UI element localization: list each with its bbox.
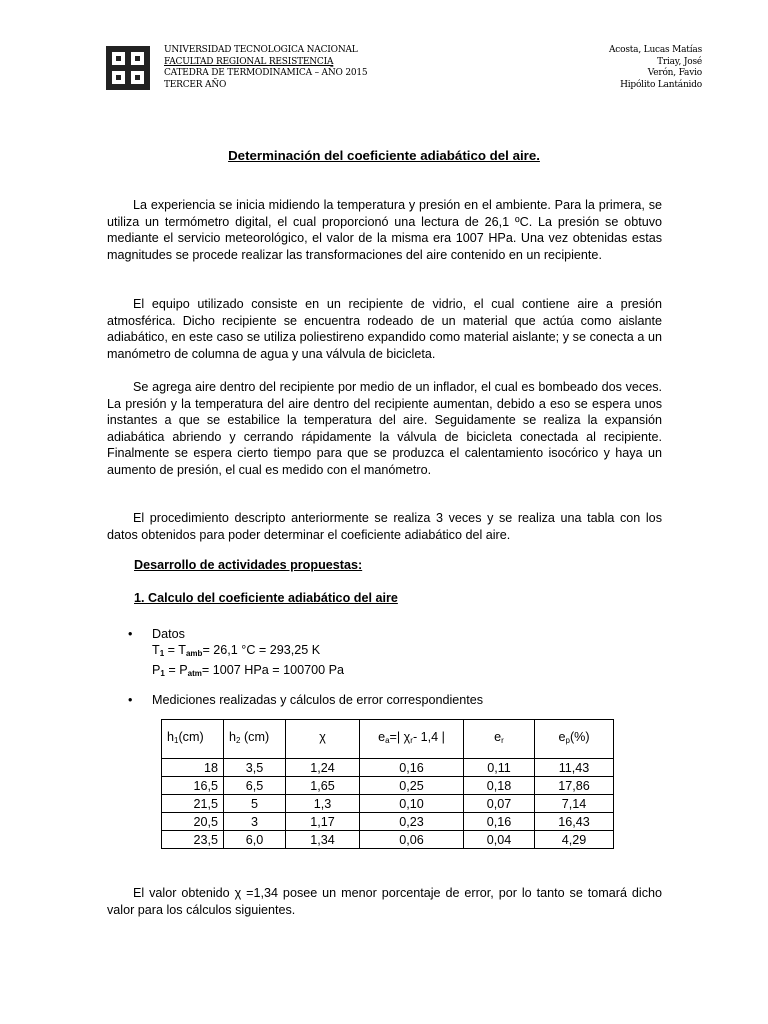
bullet-content bbox=[152, 626, 344, 682]
table-cell: 5 bbox=[224, 795, 286, 813]
table-cell: 0,23 bbox=[360, 813, 464, 831]
institution-block bbox=[164, 45, 367, 91]
table-cell: 17,86 bbox=[535, 777, 614, 795]
table-row bbox=[162, 795, 614, 813]
table-cell: 0,06 bbox=[360, 831, 464, 849]
column-header: $e_a=|$ $\chi_r-$ 1,4 | bbox=[360, 720, 464, 759]
table-cell: 18 bbox=[162, 759, 224, 777]
table-header-row bbox=[162, 720, 614, 759]
table-cell: 6,5 bbox=[224, 777, 286, 795]
paragraph-1 bbox=[107, 197, 662, 263]
paragraph-text: El procedimiento descripto anteriormente se realiza 3 veces y se realiza una tabla con los datos obtenidos para poder determinar el coeficiente adiabático del aire. bbox=[107, 511, 662, 542]
column-header: $h_1(cm)$ bbox=[162, 720, 224, 759]
paragraph-4 bbox=[107, 510, 662, 543]
bullet-label: Datos bbox=[152, 627, 185, 641]
document-title: Determinación del coeficiente adiabático del aire. bbox=[228, 148, 540, 163]
table-cell: 1,34 bbox=[286, 831, 360, 849]
table-cell: 16,5 bbox=[162, 777, 224, 795]
subsection-heading: 1. Calculo del coeficiente adiabático del aire bbox=[134, 591, 398, 605]
paragraph-text: La experiencia se inicia midiendo la temperatura y presión en el ambiente. Para la primera, se utiliza un termómetro digital, el cual proporcionó una lectura de 26,1 ºC. La presión se obtuvo mediante el servicio meteorológico, el valor de la misma era 1007 HPa. Una vez obtenidas estas magnitudes se procede realizar las transformaciones del aire contenido en un recipiente. bbox=[107, 198, 662, 262]
table-cell: 20,5 bbox=[162, 813, 224, 831]
author-name: Verón, Favio bbox=[647, 68, 702, 78]
measurements-table bbox=[161, 719, 614, 849]
bullet-icon: • bbox=[128, 693, 133, 707]
table-cell: 7,14 bbox=[535, 795, 614, 813]
author-name: Acosta, Lucas Matías bbox=[608, 45, 702, 55]
bullet-label: Mediciones realizadas y cálculos de error correspondientes bbox=[152, 693, 484, 707]
author-name: Triay, José bbox=[657, 56, 702, 67]
paragraph-text: Se agrega aire dentro del recipiente por medio de un inflador, el cual es bombeado dos veces. La presión y la temperatura del aire dentro del recipiente aumentan, debido a eso se espera unos instantes a que se estabilice la temperatura del aire. Seguidamente se realiza la expansión adiabática abriendo y cerrando rápidamente la válvula de bicicleta conectada al recipiente. Finalmente se espera cierto tiempo para que se produzca el calentamiento isocórico y haya un aumento de presión, el cual es medido con el manómetro. bbox=[107, 380, 662, 477]
paragraph-text: El valor obtenido χ =1,34 posee un menor porcentaje de error, por lo tanto se tomará dicho valor para los cálculos siguientes. bbox=[107, 886, 662, 917]
institution-line: FACULTAD REGIONAL RESISTENCIA bbox=[164, 56, 334, 67]
table-cell: 3 bbox=[224, 813, 286, 831]
utn-logo-icon bbox=[104, 44, 152, 92]
table-cell: 0,16 bbox=[360, 759, 464, 777]
table-cell: 1,3 bbox=[286, 795, 360, 813]
institution-line: UNIVERSIDAD TECNOLOGICA NACIONAL bbox=[164, 45, 358, 55]
table-cell: 11,43 bbox=[535, 759, 614, 777]
table-cell: 16,43 bbox=[535, 813, 614, 831]
table-cell: 21,5 bbox=[162, 795, 224, 813]
table-cell: 1,24 bbox=[286, 759, 360, 777]
table-cell: 0,07 bbox=[464, 795, 535, 813]
table-row bbox=[162, 831, 614, 849]
author-name: Hipólito Lantánido bbox=[620, 79, 702, 90]
table-row bbox=[162, 813, 614, 831]
table-cell: 23,5 bbox=[162, 831, 224, 849]
table-cell: 0,04 bbox=[464, 831, 535, 849]
pressure-line: $P_1 = P_{atm}= 1007$ HPa = 100700 Pa bbox=[152, 663, 345, 678]
table-cell: 1,65 bbox=[286, 777, 360, 795]
institution-line: CATEDRA DE TERMODINAMICA – AÑO 2015 bbox=[164, 68, 368, 78]
table-cell: 4,29 bbox=[535, 831, 614, 849]
temperature-line: $T_1 = T_{amb}= 26,1$ °C = 293,25 K bbox=[152, 643, 321, 658]
column-header: χ bbox=[286, 720, 360, 759]
column-header: $e_p(\%)$ bbox=[535, 720, 614, 759]
conclusion-paragraph bbox=[107, 885, 662, 918]
table-row bbox=[162, 759, 614, 777]
institution-line: TERCER AÑO bbox=[164, 79, 227, 90]
bullet-icon: • bbox=[128, 627, 133, 641]
paragraph-2 bbox=[107, 296, 662, 362]
table-cell: 6,0 bbox=[224, 831, 286, 849]
table-cell: 1,17 bbox=[286, 813, 360, 831]
table-row bbox=[162, 777, 614, 795]
authors-block bbox=[609, 45, 702, 91]
paragraph-3 bbox=[107, 379, 662, 478]
section-heading: Desarrollo de actividades propuestas: bbox=[134, 558, 363, 572]
paragraph-text: El equipo utilizado consiste en un recipiente de vidrio, el cual contiene aire a presión atmosférica. Dicho recipiente se encuentra rodeado de un material que actúa como aislante adiabático, en este caso se utiliza poliestireno expandido como material aislante; y se conecta a un manómetro de columna de agua y una válvula de bicicleta. bbox=[107, 297, 662, 361]
table-cell: 0,25 bbox=[360, 777, 464, 795]
table-cell: 3,5 bbox=[224, 759, 286, 777]
column-header: $e_r$ bbox=[464, 720, 535, 759]
table-cell: 0,10 bbox=[360, 795, 464, 813]
column-header: $h_2$ (cm) bbox=[224, 720, 286, 759]
table-cell: 0,18 bbox=[464, 777, 535, 795]
table-cell: 0,16 bbox=[464, 813, 535, 831]
table-cell: 0,11 bbox=[464, 759, 535, 777]
